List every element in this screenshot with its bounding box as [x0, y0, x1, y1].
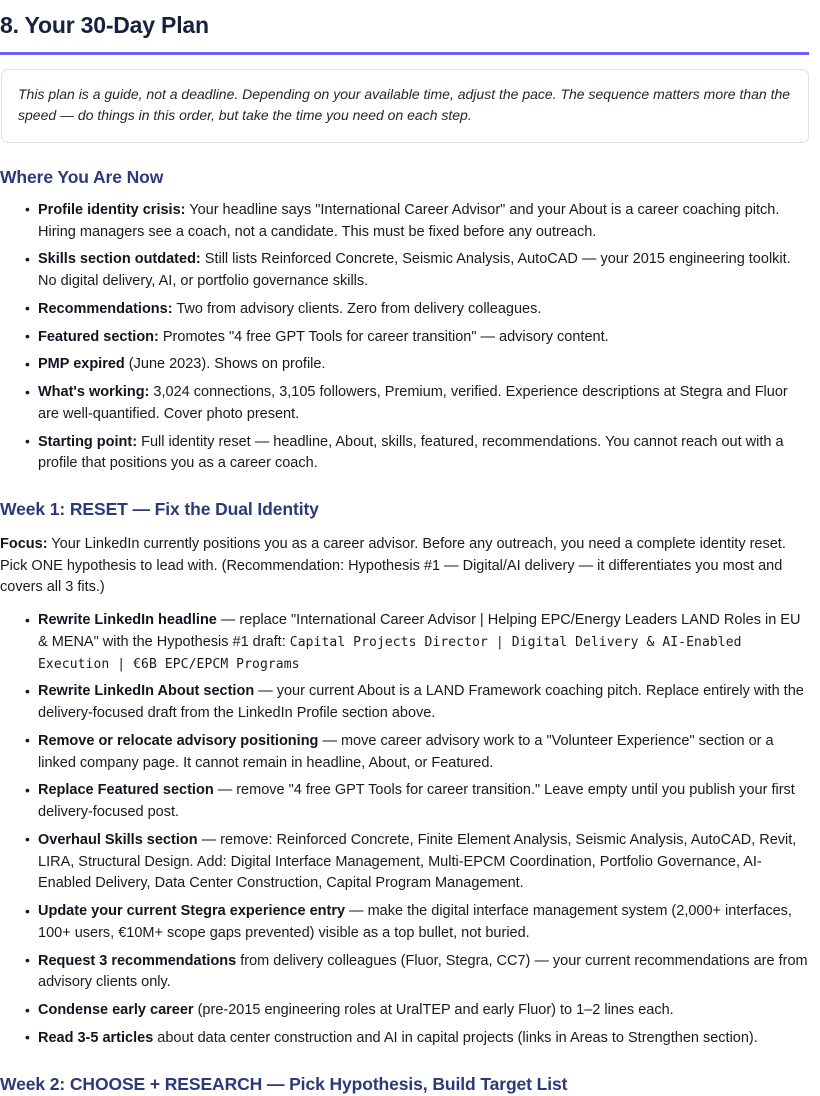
week-1-focus-label: Focus: [0, 535, 48, 552]
list-item [25, 299, 809, 321]
list-item-label: Overhaul Skills section [38, 831, 198, 848]
callout-note [1, 69, 809, 143]
list-item [25, 780, 809, 824]
list-week-1-tasks [0, 610, 809, 1050]
list-item [25, 200, 809, 244]
list-item-label: What's working: [38, 384, 150, 401]
list-item-text: Full identity reset — headline, About, skills, featured, recommendations. You cannot reach out with a profile that positions you as a career coach. [38, 433, 784, 472]
list-item [25, 1000, 809, 1022]
list-item-text: Promotes "4 free GPT Tools for career transition" — advisory content. [158, 328, 609, 345]
list-item-code: Capital Projects Director | Digital Delivery & AI-Enabled Execution | €6B EPC/EPCM Programs [38, 634, 742, 672]
list-item [25, 1028, 809, 1050]
list-item [25, 327, 809, 349]
list-item [25, 731, 809, 775]
heading-week-1: Week 1: RESET — Fix the Dual Identity [0, 499, 319, 520]
list-item-text: (pre-2015 engineering roles at UralTEP and early Fluor) to 1–2 lines each. [193, 1002, 674, 1019]
list-item-text: — your current About is a LAND Framework coaching pitch. Replace entirely with the delivery-focused draft from the LinkedIn Profile section above. [38, 683, 804, 722]
list-item [25, 681, 809, 725]
list-item-text: — make the digital interface management system (2,000+ interfaces, 100+ users, €10M+ scope gaps prevented) visible as a top bullet, not buried. [38, 903, 792, 941]
list-item-text: 3,024 connections, 3,105 followers, Premium, verified. Experience descriptions at Stegra and Fluor are well-quantified. Cover photo present. [38, 384, 788, 422]
list-item-text: about data center construction and AI in capital projects (links in Areas to Strengthen section). [153, 1029, 758, 1046]
list-item-label: Skills section outdated: [38, 251, 201, 268]
list-item [25, 432, 809, 476]
list-item-label: PMP expired [38, 356, 125, 373]
list-item-label: Rewrite LinkedIn About section [38, 683, 255, 700]
list-item-label: Recommendations: [38, 300, 173, 317]
list-item-text: — remove "4 free GPT Tools for career transition." Leave empty until you publish your first delivery-focused post. [38, 782, 795, 821]
list-item-label: Read 3-5 articles [38, 1029, 154, 1046]
list-item-text: Still lists Reinforced Concrete, Seismic Analysis, AutoCAD — your 2015 engineering toolkit. No digital delivery, AI, or portfolio governance skills. [38, 251, 791, 290]
list-item [25, 610, 809, 675]
list-item-text: — replace "International Career Advisor | Helping EPC/Energy Leaders LAND Roles in EU & MENA" with the Hypothesis #1 draft: [38, 612, 801, 650]
week-1-focus-text: Your LinkedIn currently positions you as a career advisor. Before any outreach, you need a complete identity reset. Pick ONE hypothesis to lead with. (Recommendation: Hypothesis #1 — Digital/AI delivery — it differentiates you most and covers all 3 fits.) [0, 535, 786, 596]
list-where-you-are-now [0, 200, 809, 475]
callout-text: This plan is a guide, not a deadline. Depending on your available time, adjust the pace. The sequence matters more than the speed — do things in this order, but take the time you need on each step. [18, 85, 791, 124]
heading-week-2: Week 2: CHOOSE + RESEARCH — Pick Hypothesis, Build Target List [0, 1073, 568, 1094]
list-item-text: (June 2023). Shows on profile. [124, 356, 326, 373]
list-item-text: — remove: Reinforced Concrete, Finite Element Analysis, Seismic Analysis, AutoCAD, Revit, LIRA, Structural Design. Add: Digital Interface Management, Multi-EPCM Coordination, Portfolio Governance, AI-Enabled Delivery, Data Center Construction, Capital Program Management. [38, 831, 797, 892]
list-item-label: Rewrite LinkedIn headline [38, 612, 217, 629]
list-item-label: Request 3 recommendations [38, 952, 237, 969]
title-divider [0, 52, 809, 55]
week-1-focus [0, 534, 809, 599]
list-item-label: Remove or relocate advisory positioning [38, 732, 319, 749]
list-item-text: Two from advisory clients. Zero from delivery colleagues. [172, 300, 542, 317]
list-item-label: Condense early career [38, 1002, 194, 1019]
list-item-text: Your headline says "International Career Advisor" and your About is a career coaching pitch. Hiring managers see a coach, not a candidate. This must be fixed before any outreach. [38, 201, 780, 240]
list-item-text: — move career advisory work to a "Volunteer Experience" section or a linked company page. It cannot remain in headline, About, or Featured. [38, 732, 774, 771]
list-item-text: from delivery colleagues (Fluor, Stegra, CC7) — your current recommendations are from advisory clients only. [38, 952, 808, 991]
page-title: 8. Your 30-Day Plan [0, 12, 209, 38]
list-item [25, 249, 809, 293]
list-item [25, 382, 809, 426]
list-item [25, 951, 809, 995]
list-item-label: Featured section: [38, 328, 159, 345]
list-item [25, 354, 809, 376]
list-item [25, 901, 809, 945]
heading-where-you-are-now: Where You Are Now [0, 166, 164, 187]
list-item-label: Replace Featured section [38, 782, 214, 799]
list-item [25, 830, 809, 895]
document-page [0, 12, 820, 1096]
list-item-label: Update your current Stegra experience entry [38, 903, 346, 920]
list-item-label: Starting point: [38, 433, 138, 450]
list-item-label: Profile identity crisis: [38, 201, 186, 218]
